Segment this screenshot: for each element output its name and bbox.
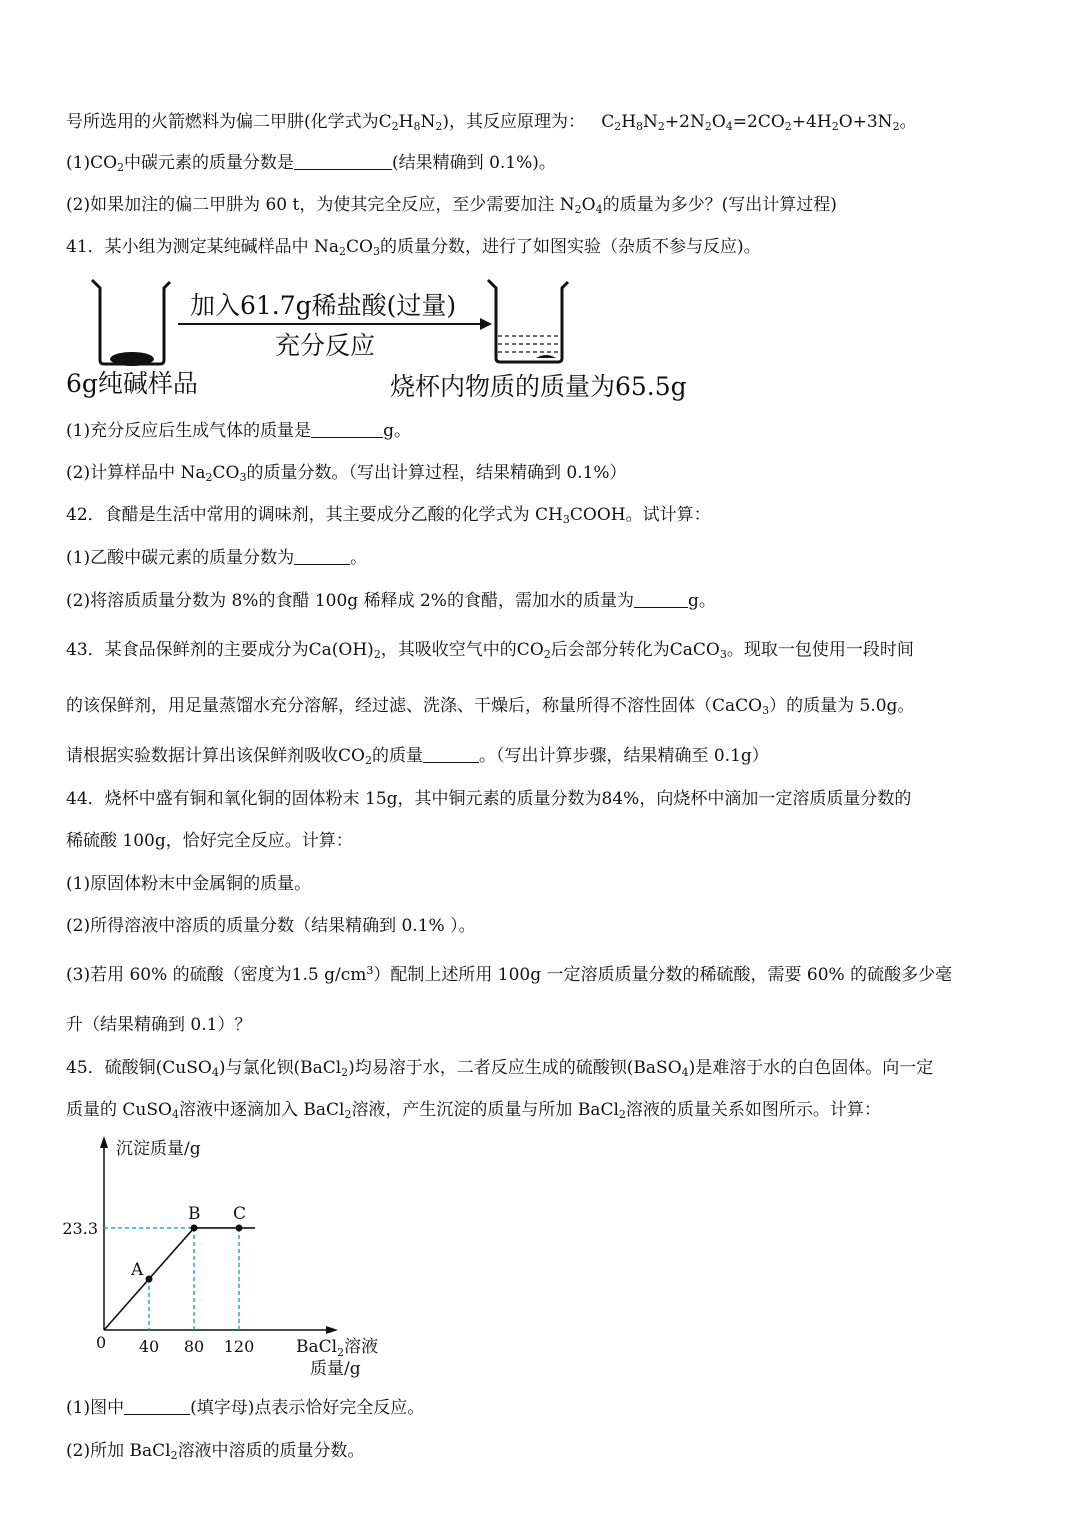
- q40-part2: (2)如果加注的偏二甲肼为 60 t，为使其完全反应，至少需要加注 $N_2O_4$的质量为多少？(写出计算过程): [66, 195, 837, 216]
- q42-part2: (2)将溶质质量分数为 8%的食醋 100g 稀释成 2%的食醋，需加水的质量为 g。: [66, 591, 716, 611]
- x-tick-label-80: 80: [183, 1337, 205, 1356]
- q44-part1: (1)原固体粉末中金属铜的质量。: [66, 874, 312, 894]
- q40-intro: 号所选用的火箭燃料为偏二甲肼(化学式为$C_2H_8N_2$)，其反应原理为： $C_2H_8N_2+2N_2O_4=2CO_2+4H_2O+3N_2$。: [66, 112, 917, 133]
- x-tick-label-40: 40: [138, 1337, 160, 1356]
- q44-line2: 稀硫酸 100g，恰好完全反应。计算：: [66, 831, 353, 851]
- q42-stem: 42．食醋是生活中常用的调味剂，其主要成分乙酸的化学式为 $CH_3COOH$。试计算：: [66, 505, 711, 526]
- arrow-bottom-label: 充分反应: [275, 331, 376, 360]
- q43-line1: 43．某食品保鲜剂的主要成分为$Ca(OH)_2$，其吸收空气中的$CO_2$后会部分转化为CaCO$_3$。现取一包使用一段时间: [66, 640, 914, 661]
- sample-label: 6g纯碱样品: [66, 369, 198, 398]
- q45-line1: 45．硫酸铜(CuSO$_4$)与氯化钡(BaCl$_2$)均易溶于水，二者反应生成的硫酸钡(BaSO$_4$)是难溶于水的白色固体。向一定: [66, 1058, 934, 1079]
- point-label-A: A: [131, 1259, 144, 1280]
- answer-blank: [423, 744, 479, 763]
- chart-axes: [100, 1136, 338, 1334]
- y-axis-arrow-icon: [100, 1136, 108, 1148]
- q43-line2: 的该保鲜剂，用足量蒸馏水充分溶解，经过滤、洗涤、干燥后，称量所得不溶性固体（CaCO$_3$）的质量为 5.0g。: [66, 696, 915, 717]
- x-tick-label-120: 120: [223, 1337, 255, 1356]
- q41-stem: 41．某小组为测定某纯碱样品中 $Na_2CO_3$的质量分数，进行了如图实验（杂质不参与反应)。: [66, 237, 761, 258]
- point-C: [236, 1224, 243, 1231]
- q44-part3: (3)若用 60% 的硫酸（密度为1.5 $g/cm^3$）配制上述所用 100g 一定溶质质量分数的稀硫酸，需要 60% 的硫酸多少毫: [66, 964, 953, 985]
- y-axis-label: 沉淀质量/g: [116, 1139, 201, 1159]
- y-tick-label: 23.3: [62, 1218, 98, 1238]
- q45-part2: (2)所加 BaCl$_2$溶液中溶质的质量分数。: [66, 1441, 365, 1462]
- point-label-C: C: [233, 1203, 247, 1224]
- q44-part2: (2)所得溶液中溶质的质量分数（结果精确到 0.1% ）。: [66, 916, 476, 936]
- q40-part1: $(1)CO_2$中碳元素的质量分数是 (结果精确到 0.1%)。: [66, 153, 556, 174]
- arrow-top-label: 加入61.7g稀盐酸(过量): [190, 291, 457, 320]
- answer-blank: [634, 589, 688, 608]
- point-B: [191, 1224, 198, 1231]
- origin-label: 0: [96, 1333, 107, 1352]
- answer-blank: [294, 151, 392, 170]
- q42-part1: (1)乙酸中碳元素的质量分数为 。: [66, 548, 368, 568]
- series-line-0: [104, 1228, 239, 1330]
- q44-part3-cont: 升（结果精确到 0.1）？: [66, 1015, 252, 1035]
- point-label-B: B: [188, 1203, 201, 1224]
- point-A: [146, 1275, 153, 1282]
- x-axis-label: BaCl$_2$溶液: [296, 1337, 379, 1359]
- x-axis-arrow-icon: [326, 1326, 338, 1334]
- q45-line2: 质量的 CuSO$_4$溶液中逐滴加入 BaCl$_2$溶液，产生沉淀的质量与所加 BaCl$_2$溶液的质量关系如图所示。计算：: [66, 1100, 881, 1121]
- q44-line1: 44．烧杯中盛有铜和氧化铜的固体粉末 15g，其中铜元素的质量分数为84%，向烧杯中滴加一定溶质质量分数的: [66, 789, 912, 809]
- result-mass-label: 烧杯内物质的质量为65.5g: [390, 372, 687, 401]
- q45-part1: (1)图中 (填字母)点表示恰好完全反应。: [66, 1398, 425, 1418]
- q41-experiment-figure: [60, 270, 720, 405]
- q41-part1: (1)充分反应后生成气体的质量是 g。: [66, 421, 411, 441]
- q43-line3: 请根据实验数据计算出该保鲜剂吸收$CO_2$的质量 。（写出计算步骤，结果精确至 0.1g）: [66, 746, 769, 767]
- q45-precipitate-chart: [60, 1130, 400, 1385]
- answer-blank: [294, 546, 350, 565]
- beaker-left-icon: [92, 280, 170, 366]
- answer-blank: [311, 419, 383, 438]
- x-axis-unit-label: 质量/g: [310, 1359, 361, 1379]
- beaker-right-icon: [488, 280, 568, 362]
- answer-blank: [124, 1396, 190, 1415]
- q41-part2: (2)计算样品中 $Na_2CO_3$的质量分数。（写出计算过程，结果精确到 0.1%）: [66, 463, 627, 484]
